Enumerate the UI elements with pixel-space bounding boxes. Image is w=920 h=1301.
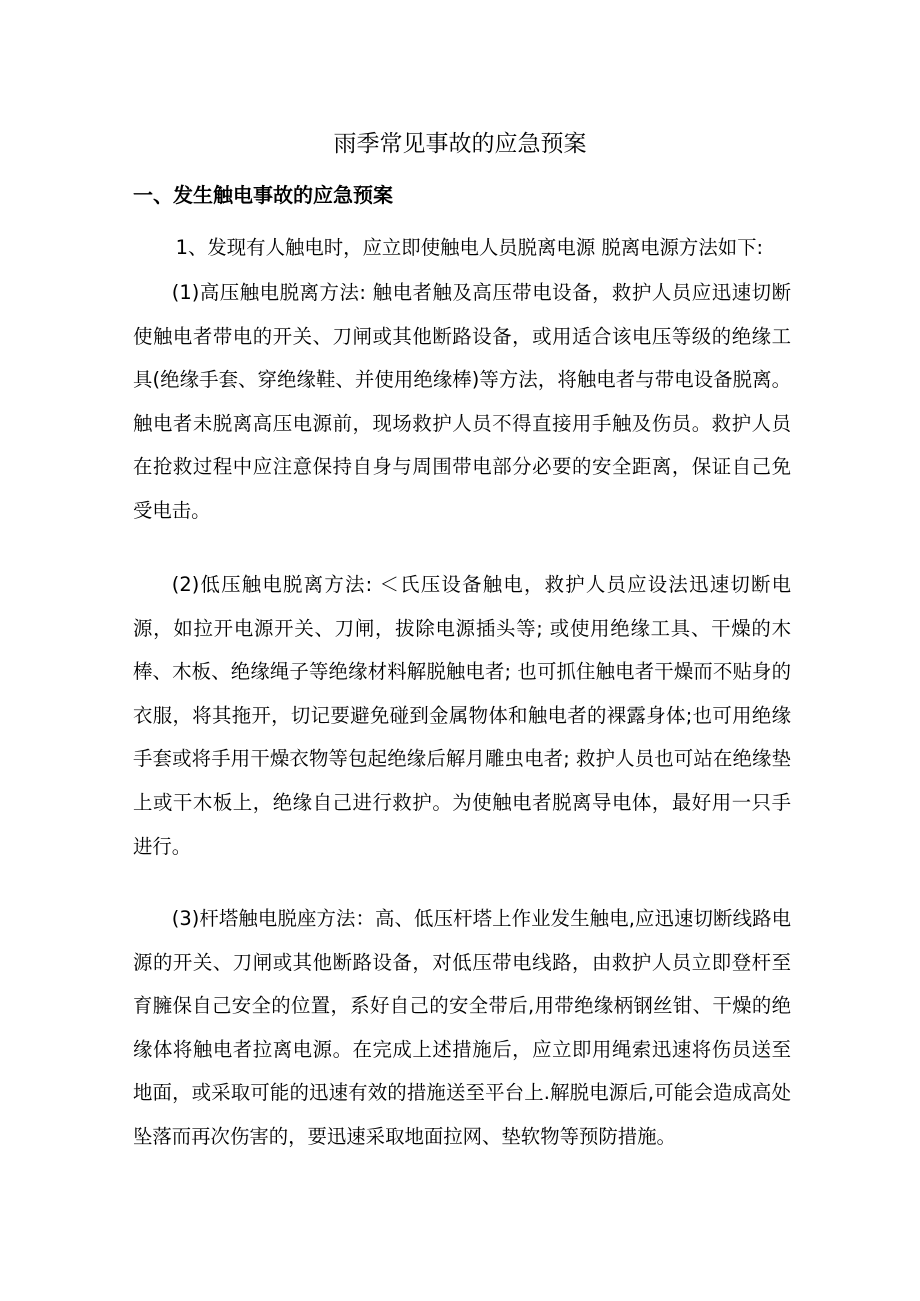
- paragraph-tower: (3)杆塔触电脱座方法：高、低压杆塔上作业发生触电,应迅速切断线路电源的开关、刀闸或其他断路设备，对低压带电线路，由救护人员立即登杆至育臃保自己安全的位置，系好自己的安全带后,用带绝缘柄钢丝钳、干燥的绝缘体将触电者拉离电源。在完成上述措施后，应立即用绳索迅速将伤员送至地面，或采取可能的迅速有效的措施送至平台上.解脱电源后,可能会造成高处坠落而再次伤害的，要迅速采取地面拉网、垫软物等预防措施。: [133, 907, 791, 1148]
- paragraph-high-voltage: (1)高压触电脱离方法: 触电者触及高压带电设备，救护人员应迅速切断使触电者带电的开关、刀闸或其他断路设备，或用适合该电压等级的绝缘工具(绝缘手套、穿绝缘鞋、并使用绝缘棒)等方法，将触电者与带电设备脱离。触电者未脱离高压电源前，现场救护人员不得直接用手触及伤员。救护人员在抢救过程中应注意保持自身与周围带电部分必要的安全距离，保证自己免受电击。: [133, 281, 791, 522]
- section-heading: 一、发生触电事故的应急预案: [133, 183, 393, 207]
- intro-paragraph: 1、发现有人触电时，应立即使触电人员脱离电源 脱离电源方法如下:: [175, 236, 764, 259]
- document-title: 雨季常见事故的应急预案: [333, 131, 587, 157]
- paragraph-low-voltage: (2)低压触电脱离方法: ＜氏压设备触电，救护人员应设法迅速切断电源，如拉开电源开关、刀闸，拔除电源插头等; 或使用绝缘工具、干燥的木棒、木板、绝缘绳子等绝缘材料解脱触电者; 也可抓住触电者干燥而不贴身的衣服，将其拖开，切记要避免碰到金属物体和触电者的裸露身体;也可用绝缘手套或将手用干燥衣物等包起绝缘后解月雕虫电者; 救护人员也可站在绝缘垫上或干木板上，绝缘自己进行救护。为使触电者脱离导电体，最好用一只手进行。: [133, 573, 791, 858]
